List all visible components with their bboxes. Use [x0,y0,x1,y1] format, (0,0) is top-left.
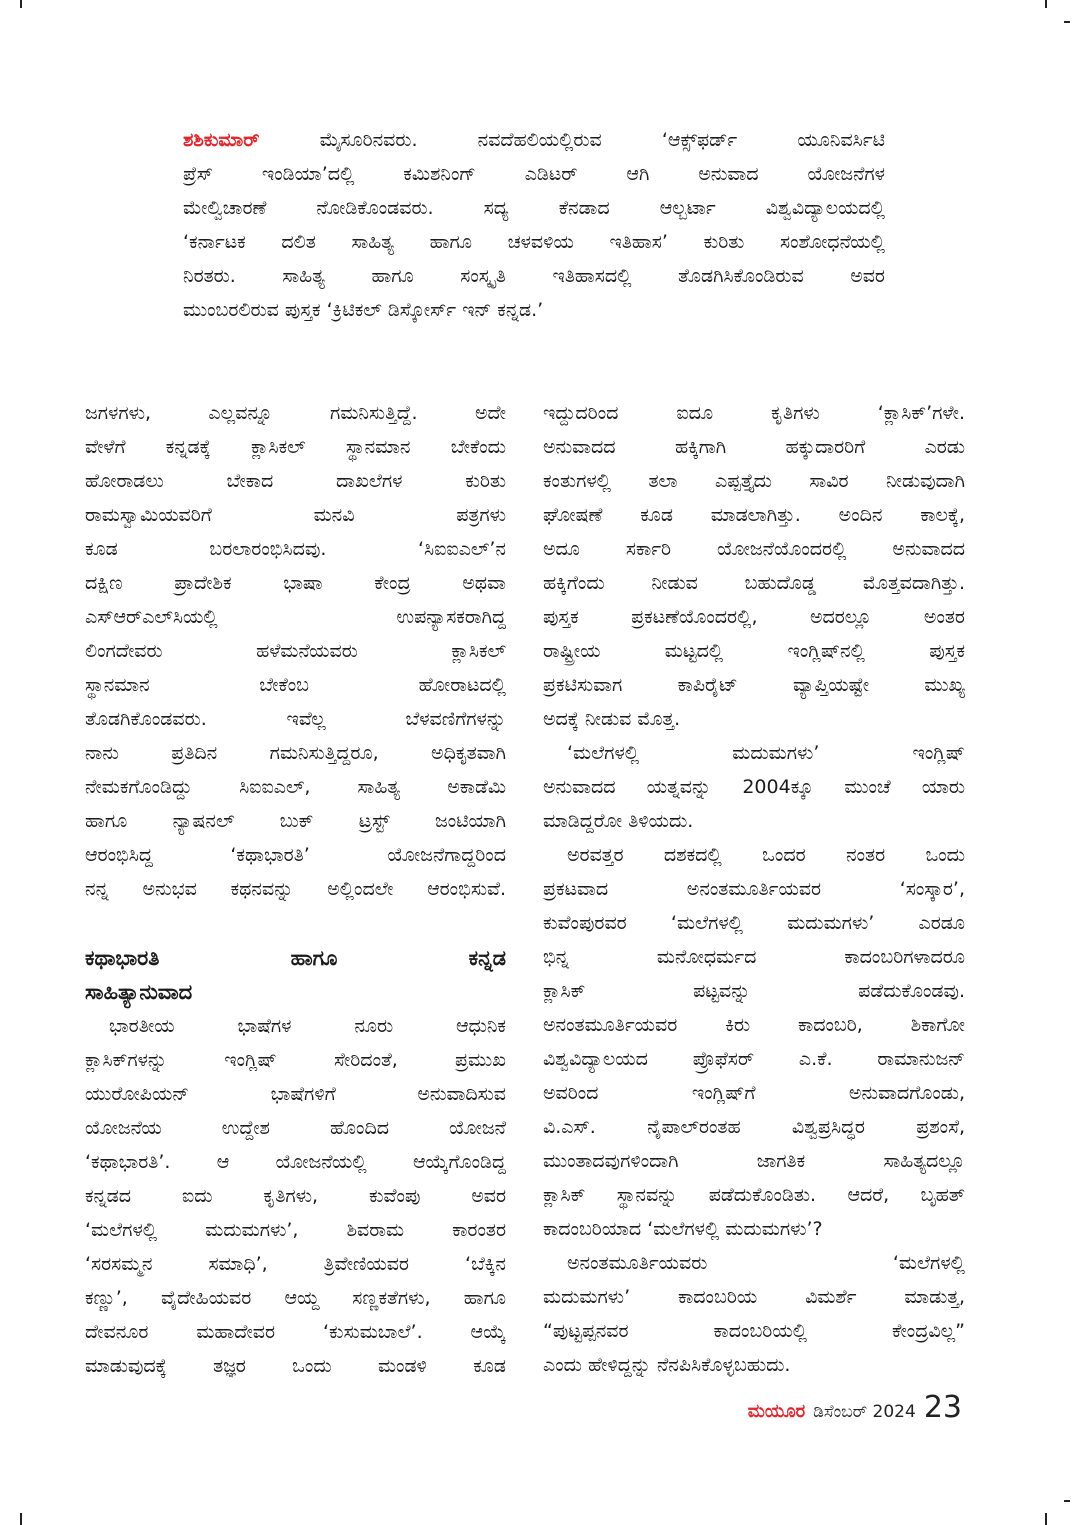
text-line: ವೇಳೆಗೆ ಕನ್ನಡಕ್ಕೆ ಕ್ಲಾಸಿಕಲ್ ಸ್ಥಾನಮಾನ ಬೇಕೆಂದು [85,436,506,458]
text-line: ಕಣ್ಣು’, ವೈದೇಹಿಯವರ ಆಯ್ದ ಸಣ್ಣಕತೆಗಳು, ಹಾಗೂ [85,1287,506,1309]
text-line: ಮಾಡಿದ್ದರೋ ತಿಳಿಯದು. [543,810,694,832]
text-line: ಕುವೆಂಪುರವರ ‘ಮಲೆಗಳಲ್ಲಿ ಮದುಮಗಳು’ ಎರಡೂ [543,912,965,934]
text-line: ಪ್ರಕಟಿಸುವಾಗ ಕಾಪಿರೈಟ್ ವ್ಯಾಪ್ತಿಯಷ್ಟೇ ಮುಖ್ಯ [543,674,965,696]
text-line: ‘ಸರಸಮ್ಮನ ಸಮಾಧಿ’, ತ್ರಿವೇಣಿಯವರ ‘ಬೆಕ್ಕಿನ [85,1253,506,1275]
text-line: ಹೋರಾಡಲು ಬೇಕಾದ ದಾಖಲೆಗಳ ಕುರಿತು [85,470,506,492]
text-line: ‘ಮಲೆಗಳಲ್ಲಿ ಮದುಮಗಳು’ ಇಂಗ್ಲಿಷ್ [567,742,965,764]
bio-line: ಮುಂಬರಲಿರುವ ಪುಸ್ತಕ ‘ಕ್ರಿಟಿಕಲ್ ಡಿಸ್ಕೋರ್ಸ್ ಇನ್ ಕನ್ನಡ.’ [183,299,544,321]
text-line: ಎಸ್‌ಆರ್‌ಎಲ್‌ಸಿಯಲ್ಲಿ ಉಪನ್ಯಾಸಕರಾಗಿದ್ದ [85,606,506,628]
text-line: ಭಿನ್ನ ಮನೋಧರ್ಮದ ಕಾದಂಬರಿಗಳಾದರೂ [543,946,965,968]
text-line: ಪ್ರಕಟವಾದ ಅನಂತಮೂರ್ತಿಯವರ ‘ಸಂಸ್ಕಾರ’, [543,878,965,900]
text-line: ಮದುಮಗಳು’ ಕಾದಂಬರಿಯ ವಿಮರ್ಶೆ ಮಾಡುತ್ತ, [543,1286,965,1308]
paragraph [85,396,506,906]
issue-date: ಡಿಸೆಂಬರ್ 2024 [813,1402,916,1422]
text-line: ‘ಮಲೆಗಳಲ್ಲಿ ಮದುಮಗಳು’, ಶಿವರಾಮ ಕಾರಂತರ [85,1219,506,1241]
author-name: ಶಶಿಕುಮಾರ್ [183,129,260,151]
text-line: ಆರಂಭಿಸಿದ್ದ ‘ಕಥಾಭಾರತಿ’ ಯೋಜನೆಗಾದ್ದರಿಂದ [85,844,506,866]
paragraph [85,1009,506,1383]
text-line: ಅವರಿಂದ ಇಂಗ್ಲಿಷ್‌ಗೆ ಅನುವಾದಗೊಂಡು, [543,1082,965,1104]
text-line: ರಾಷ್ಟ್ರೀಯ ಮಟ್ಟದಲ್ಲಿ ಇಂಗ್ಲಿಷ್‌ನಲ್ಲಿ ಪುಸ್ತಕ [543,640,965,662]
text-line: ‘ಕಥಾಭಾರತಿ’. ಆ ಯೋಜನೆಯಲ್ಲಿ ಆಯ್ಕೆಗೊಂಡಿದ್ದ [85,1151,506,1173]
text-line: ಕ್ಲಾಸಿಕ್‌ಗಳನ್ನು ಇಂಗ್ಲಿಷ್ ಸೇರಿದಂತೆ, ಪ್ರಮುಖ [85,1049,506,1071]
text-line: ವಿಶ್ವವಿದ್ಯಾಲಯದ ಪ್ರೊಫೆಸರ್ ಎ.ಕೆ. ರಾಮಾನುಜನ್ [543,1048,965,1070]
right-column [543,396,965,1382]
crop-mark [1064,1500,1070,1502]
text-line: ಕ್ಲಾಸಿಕ್ ಸ್ಥಾನವನ್ನು ಪಡೆದುಕೊಂಡಿತು. ಆದರೆ, ಬೃಹತ್ [543,1184,965,1206]
paragraph [543,838,965,1246]
text-line: ಯೋಜನೆಯ ಉದ್ದೇಶ ಹೊಂದಿದ ಯೋಜನೆ [85,1117,506,1139]
paragraph [543,736,965,838]
text-line: ಭಾರತೀಯ ಭಾಷೆಗಳ ನೂರು ಆಧುನಿಕ [109,1015,506,1037]
left-column [85,396,506,1383]
paragraph [543,396,965,736]
text-line: ಅರವತ್ತರ ದಶಕದಲ್ಲಿ ಒಂದರ ನಂತರ ಒಂದು [567,844,965,866]
text-line: ಮಾಡುವುದಕ್ಕೆ ತಜ್ಞರ ಒಂದು ಮಂಡಳಿ ಕೂಡ [85,1355,506,1377]
crop-mark [20,0,22,8]
text-line: ಪುಸ್ತಕ ಪ್ರಕಟಣೆಯೊಂದರಲ್ಲಿ, ಅದರಲ್ಲೂ ಅಂತರ [543,606,965,628]
text-line: ನೇಮಕಗೊಂಡಿದ್ದು ಸಿಐಐಎಲ್, ಸಾಹಿತ್ಯ ಅಕಾಡೆಮಿ [85,776,506,798]
page-number: 23 [923,1390,962,1425]
text-line: ದಕ್ಷಿಣ ಪ್ರಾದೇಶಿಕ ಭಾಷಾ ಕೇಂದ್ರ ಅಥವಾ [85,572,506,594]
text-line: ಯುರೋಪಿಯನ್ ಭಾಷೆಗಳಿಗೆ ಅನುವಾದಿಸುವ [85,1083,506,1105]
page-footer [748,1390,962,1430]
text-line: ಕಂತುಗಳಲ್ಲಿ ತಲಾ ಎಪ್ಪತ್ತೈದು ಸಾವಿರ ನೀಡುವುದಾಗಿ [543,470,965,492]
text-line: ಮುಂತಾದವುಗಳಿಂದಾಗಿ ಜಾಗತಿಕ ಸಾಹಿತ್ಯದಲ್ಲೂ [543,1150,965,1172]
crop-mark [1064,21,1070,23]
heading-line: ಸಾಹಿತ್ಯಾನುವಾದ [85,980,193,1004]
text-line: ಇದ್ದುದರಿಂದ ಐದೂ ಕೃತಿಗಳು ‘ಕ್ಲಾಸಿಕ್’ಗಳೇ. [543,402,965,424]
text-line: ನಾನು ಪ್ರತಿದಿನ ಗಮನಿಸುತ್ತಿದ್ದರೂ, ಅಧಿಕೃತವಾಗಿ [85,742,506,764]
text-line: ಅನುವಾದದ ಹಕ್ಕಿಗಾಗಿ ಹಕ್ಕುದಾರರಿಗೆ ಎರಡು [543,436,965,458]
text-line: ಕೂಡ ಬರಲಾರಂಭಿಸಿದವು. ‘ಸಿಐಐಎಲ್’ನ [85,538,506,560]
heading-line: ಕಥಾಭಾರತಿ ಹಾಗೂ ಕನ್ನಡ [85,946,506,970]
bio-line: ‘ಕರ್ನಾಟಕ ದಲಿತ ಸಾಹಿತ್ಯ ಹಾಗೂ ಚಳವಳಿಯ ಇತಿಹಾಸ’ ಕುರಿತು ಸಂಶೋಧನೆಯಲ್ಲಿ [183,231,885,253]
magazine-logo: ಮಯೂರ [747,1401,806,1422]
text-line: ಅದೂ ಸರ್ಕಾರಿ ಯೋಜನೆಯೊಂದರಲ್ಲಿ ಅನುವಾದದ [543,538,965,560]
crop-mark [20,1513,22,1525]
crop-mark [1045,1513,1047,1525]
text-line: “ಪುಟ್ಟಪ್ಪನವರ ಕಾದಂಬರಿಯಲ್ಲಿ ಕೇಂದ್ರವಿಲ್ಲ” [543,1320,965,1342]
text-line: ಕ್ಲಾಸಿಕ್ ಪಟ್ಟವನ್ನು ಪಡೆದುಕೊಂಡವು. [543,980,965,1002]
paragraph [543,1246,965,1382]
text-line: ಹಾಗೂ ನ್ಯಾಷನಲ್ ಬುಕ್ ಟ್ರಸ್ಟ್ ಜಂಟಿಯಾಗಿ [85,810,506,832]
text-line: ಕಾದಂಬರಿಯಾದ ‘ಮಲೆಗಳಲ್ಲಿ ಮದುಮಗಳು’? [543,1218,823,1240]
text-line: ಘೋಷಣೆ ಕೂಡ ಮಾಡಲಾಗಿತ್ತು. ಅಂದಿನ ಕಾಲಕ್ಕೆ, [543,504,965,526]
text-line: ನನ್ನ ಅನುಭವ ಕಥನವನ್ನು ಅಲ್ಲಿಂದಲೇ ಆರಂಭಿಸುವೆ. [85,878,506,900]
spacer [85,906,506,941]
text-line: ಎಂದು ಹೇಳಿದ್ದನ್ನು ನೆನಪಿಸಿಕೊಳ್ಳಬಹುದು. [543,1354,791,1376]
bio-line: ನಿರತರು. ಸಾಹಿತ್ಯ ಹಾಗೂ ಸಂಸ್ಕೃತಿ ಇತಿಹಾಸದಲ್ಲಿ ತೊಡಗಿಸಿಕೊಂಡಿರುವ ಅವರ [183,265,885,287]
text-line: ಅನುವಾದದ ಯತ್ನವನ್ನು 2004ಕ್ಕೂ ಮುಂಚೆ ಯಾರು [543,776,965,798]
bio-line: ಮೇಲ್ವಿಚಾರಣೆ ನೋಡಿಕೊಂಡವರು. ಸದ್ಯ ಕೆನಡಾದ ಆಲ್ಬರ್ಟಾ ವಿಶ್ವವಿದ್ಯಾಲಯದಲ್ಲಿ [183,197,885,219]
text-line: ಜಗಳಗಳು, ಎಲ್ಲವನ್ನೂ ಗಮನಿಸುತ್ತಿದ್ದೆ. ಅದೇ [85,402,506,424]
text-line: ಸ್ಥಾನಮಾನ ಬೇಕೆಂಬ ಹೋರಾಟದಲ್ಲಿ [85,674,506,696]
text-line: ಲಿಂಗದೇವರು ಹಳೆಮನೆಯವರು ಕ್ಲಾಸಿಕಲ್ [85,640,506,662]
text-line: ಹಕ್ಕಿಗೆಂದು ನೀಡುವ ಬಹುದೊಡ್ಡ ಮೊತ್ತವದಾಗಿತ್ತು. [543,572,965,594]
text-line: ದೇವನೂರ ಮಹಾದೇವರ ‘ಕುಸುಮಬಾಲೆ’. ಆಯ್ಕೆ [85,1321,506,1343]
text-line: ಅದಕ್ಕೆ ನೀಡುವ ಮೊತ್ತ. [543,708,681,730]
bio-line: ಪ್ರೆಸ್ ಇಂಡಿಯಾ’ದಲ್ಲಿ ಕಮಿಶನಿಂಗ್ ಎಡಿಟರ್ ಆಗಿ ಅನುವಾದ ಯೋಜನೆಗಳ [183,163,885,185]
text-line: ತೊಡಗಿಕೊಂಡವರು. ಇವೆಲ್ಲ ಬೆಳವಣಿಗೆಗಳನ್ನು [85,708,506,730]
section-heading [85,941,506,1009]
crop-mark [1045,0,1047,8]
text-line: ಕನ್ನಡದ ಐದು ಕೃತಿಗಳು, ಕುವೆಂಪು ಅವರ [85,1185,506,1207]
text-line: ವಿ.ಎಸ್. ನೈಪಾಲ್‌ರಂತಹ ವಿಶ್ವಪ್ರಸಿದ್ಧರ ಪ್ರಶಂಸೆ, [543,1116,965,1138]
author-bio [183,123,885,327]
text-line: ರಾಮಸ್ವಾಮಿಯವರಿಗೆ ಮನವಿ ಪತ್ರಗಳು [85,504,506,526]
bio-text: ಮೈಸೂರಿನವರು. ನವದೆಹಲಿಯಲ್ಲಿರುವ ‘ಆಕ್ಸ್‌ಫರ್ಡ್ ಯೂನಿವರ್ಸಿಟಿ [319,129,885,151]
text-line: ಅನಂತಮೂರ್ತಿಯವರ ಕಿರು ಕಾದಂಬರಿ, ಶಿಕಾಗೋ [543,1014,965,1036]
bio-line [183,123,885,157]
text-line: ಅನಂತಮೂರ್ತಿಯವರು ‘ಮಲೆಗಳಲ್ಲಿ [567,1252,965,1274]
